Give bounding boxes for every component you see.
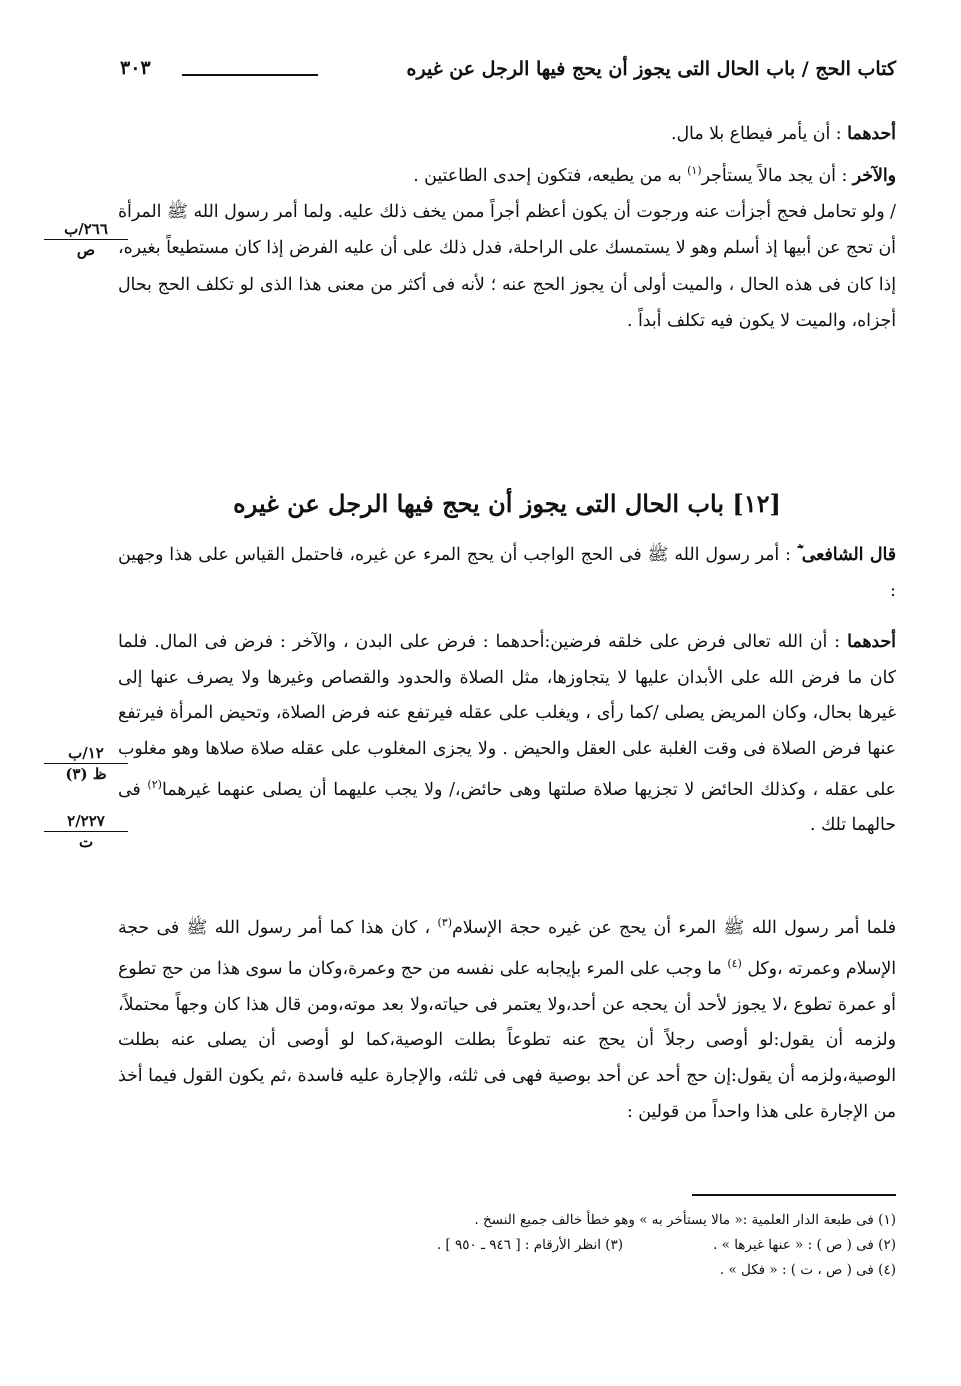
paragraph-text: : أمر رسول الله ﷺ فى الحج الواجب أن يحج المرء عن غيره، فاحتمل القياس على هذا وجهين : bbox=[118, 545, 896, 601]
body-text-top bbox=[118, 116, 896, 340]
paragraph bbox=[118, 905, 896, 1130]
footnote: (٤) فى ( ص ، ت ) : « فكل » . bbox=[719, 1262, 896, 1278]
footnote-marker: (٤) bbox=[727, 957, 742, 971]
page-number: ٣٠٣ bbox=[120, 57, 151, 79]
footnote-marker: (١) bbox=[687, 163, 702, 177]
paragraph bbox=[118, 625, 896, 844]
paragraph-text: : أن يأمر فيطاع بلا مال. bbox=[671, 124, 848, 144]
paragraph-lead: والآخر bbox=[852, 165, 896, 186]
header-rule bbox=[182, 74, 318, 76]
paragraph bbox=[118, 116, 896, 153]
paragraph-lead: أحدهما bbox=[847, 124, 896, 144]
body-text-second-part bbox=[118, 905, 896, 1130]
paragraph-text: به من يطيعه، فتكون إحدى الطاعتين . bbox=[413, 165, 688, 186]
body-text-intro bbox=[118, 538, 896, 609]
footnote: (١) فى طبعة الدار العلمية :« مالا يستأخر به » وهو خطأ خالف جميع النسخ . bbox=[474, 1212, 896, 1228]
paragraph-text: فى حالهما تلك . bbox=[118, 779, 896, 836]
paragraph-text: ، كان هذا كما أمر رسول الله ﷺ فى حجة الإسلام وعمرته ،وكل bbox=[118, 917, 897, 980]
paragraph-text: فلما أمر رسول الله ﷺ المرء أن يحج عن غيره حجة الإسلام bbox=[452, 917, 896, 938]
paragraph-text: / ولو تحامل فحج أجزأت عنه ورجوت أن يكون أعظم أجراً ممن يخف ذلك عليه. ولما أمر رسول الله ﷺ المرأة أن تحج عن أبيها إذ أسلم وهو لا يستمسك على الراحلة، فدل ذلك على أن عليه الفرض إذا كان مستطيعاً بغيره، إذا كان فى هذه الحال ، والميت أولى أن يجوز الحج عنه ؛ لأنه فى أكثر من معنى هذا الذى لو تكلف الحج بحال أجزاه، والميت لا يكون فيه تكلف أبداً . bbox=[118, 201, 896, 332]
page-header bbox=[120, 58, 896, 90]
footnote-separator bbox=[692, 1194, 896, 1196]
footnote-marker: (٣) bbox=[437, 916, 453, 929]
paragraph-lead: أحدهما bbox=[847, 632, 896, 652]
footnote: (٣) انظر الأرقام : [ ٩٤٦ ـ ٩٥٠ ] . bbox=[436, 1237, 624, 1253]
paragraph bbox=[118, 194, 896, 340]
paragraph bbox=[118, 538, 896, 609]
paragraph-text: : أن يجد مالاً يستأجر bbox=[701, 165, 853, 186]
paragraph-text: ما وجب على المرء بإيجابه على نفسه من حج وعمرة،وكان ما سوى هذا من حج تطوع أو عمرة تطوع ،لا يجوز لأحد أن يحجه عن أحد،ولا يعتمر فى حياته،ولا بعد موته،ومن قال هذا كان وجهاً محتملاً، ولزمه أن يقول:لو أوصى رجلاً أن يحج عنه تطوعاً بطلت الوصية،كما لو أوصى أن يصلى عنه بطلت الوصية،ولزمه أن يقول:إن حج أحد عن أحد بوصية فهى فى ثلثه، والإجارة عليه فاسدة ،ثم يكون القول فيما أخذ من الإجارة على هذا واحداً من قولين : bbox=[118, 959, 896, 1122]
margin-note-manuscript-ref: ١٢/ب ظ (٣) bbox=[44, 744, 128, 783]
running-title: كتاب الحج / باب الحال التى يجوز أن يحج فيها الرجل عن غيره bbox=[406, 58, 896, 80]
paragraph-text: : أن الله تعالى فرض على خلقه فرضين:أحدهما : فرض على البدن ، والآخر : فرض فى المال. فلما كان ما فرض الله على الأبدان عليها لا يتجاوزها، مثل الصلاة والحدود والقصاص وغيرها ولا يصرف عنها إلى غيرها بحال، وكان المريض يصلى /كما رأى ، ويغلب على عقله فيرتفع عنه فرض الصلاة، وتحيض المرأة فيرتفع عنها فرض الصلاة فى وقت الغلبة على العقل والحيض . ولا يجزى المغلوب على عقله صلاة صلاها وهو مغلوب على عقله ، وكذلك الحائض لا تجزيها صلاة صلتها وهى حائض،/ ولا يجب عليهما أن يصلى عنهما غيرهما bbox=[118, 632, 896, 800]
margin-note-manuscript-ref: ٢/٢٢٧ ت bbox=[44, 812, 128, 851]
footnote-marker: (٢) bbox=[147, 778, 162, 791]
footnotes bbox=[190, 1208, 896, 1283]
margin-note-manuscript-ref: ٢٦٦/ب ص bbox=[44, 220, 128, 259]
body-text-first-aspect bbox=[118, 625, 896, 844]
footnote: (٢) فى ( ص ) : « عنها غيرها » . bbox=[713, 1237, 896, 1253]
paragraph-lead: قال الشافعى ؓ bbox=[796, 545, 896, 565]
footnote-row bbox=[190, 1233, 896, 1258]
paragraph bbox=[118, 153, 896, 194]
section-heading: [١٢] باب الحال التى يجوز أن يحج فيها الرجل عن غيره bbox=[233, 489, 781, 518]
